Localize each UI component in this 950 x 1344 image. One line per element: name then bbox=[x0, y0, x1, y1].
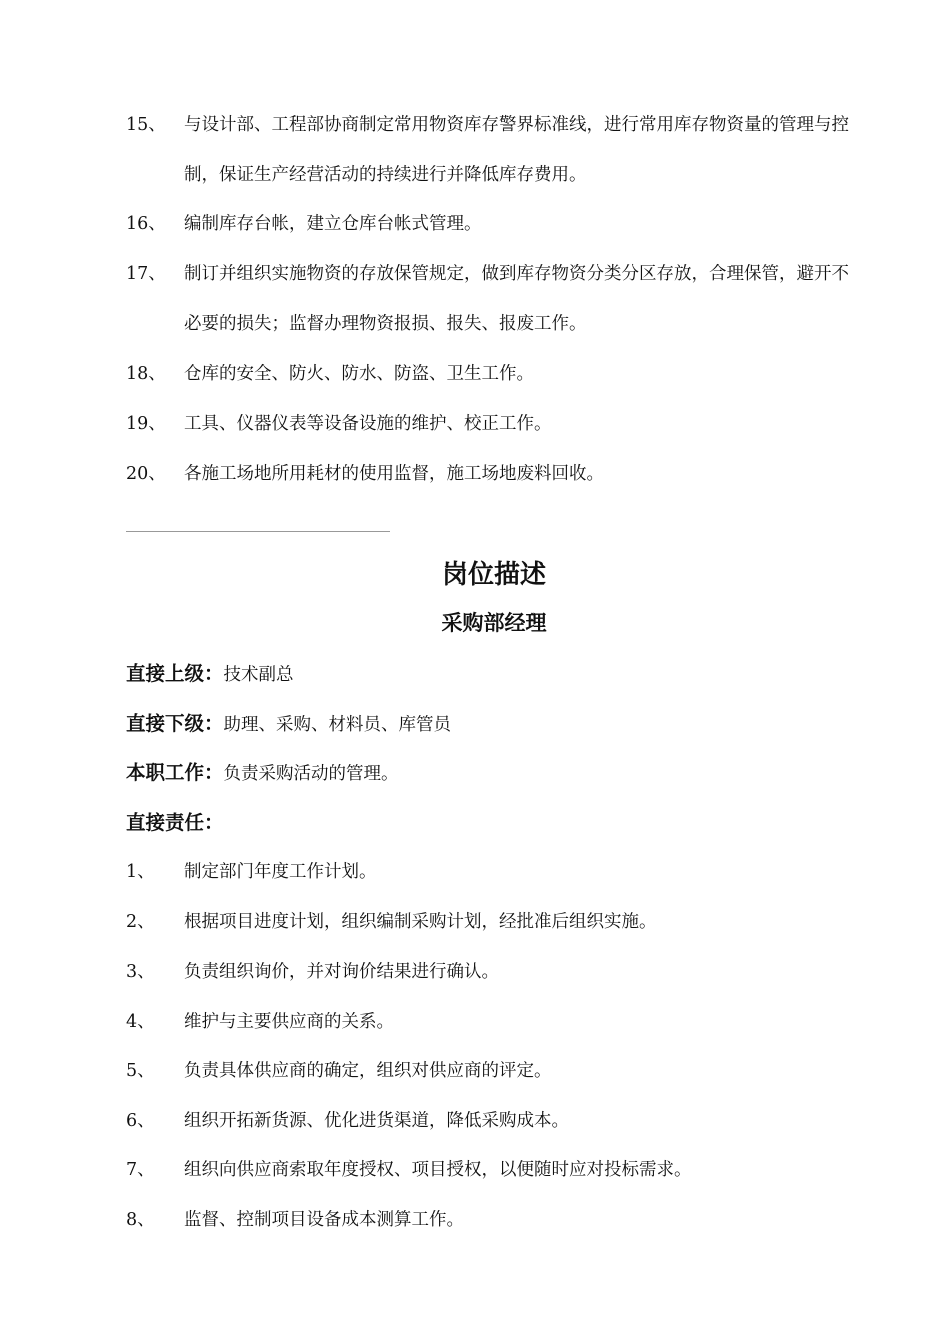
item-number: 6、 bbox=[126, 1111, 155, 1131]
duty-label: 本职工作： bbox=[126, 761, 224, 784]
list-item bbox=[126, 847, 866, 897]
responsibility-label: 直接责任： bbox=[126, 811, 224, 834]
item-text: 维护与主要供应商的关系。 bbox=[184, 1012, 394, 1032]
item-number: 2、 bbox=[126, 912, 155, 932]
list-item bbox=[126, 449, 866, 499]
list-item bbox=[126, 249, 866, 349]
subordinate-value: 助理、采购、材料员、库管员 bbox=[223, 715, 452, 735]
item-text: 组织向供应商索取年度授权、项目授权，以便随时应对投标需求。 bbox=[184, 1160, 692, 1180]
item-text: 根据项目进度计划，组织编制采购计划，经批准后组织实施。 bbox=[184, 912, 657, 932]
list-item bbox=[126, 1195, 866, 1245]
item-number: 7、 bbox=[126, 1160, 155, 1180]
list-item bbox=[126, 997, 866, 1047]
item-number: 20、 bbox=[126, 464, 166, 484]
item-number: 16、 bbox=[126, 214, 166, 234]
list-item bbox=[126, 1046, 866, 1096]
item-text: 负责组织询价，并对询价结果进行确认。 bbox=[184, 962, 499, 982]
list-item bbox=[126, 349, 866, 399]
superior-field bbox=[126, 649, 866, 700]
item-text: 制定部门年度工作计划。 bbox=[184, 862, 377, 882]
item-text: 负责具体供应商的确定，组织对供应商的评定。 bbox=[184, 1061, 552, 1081]
duty-field bbox=[126, 748, 866, 799]
responsibility-field bbox=[126, 798, 866, 849]
item-text: 编制库存台帐，建立仓库台帐式管理。 bbox=[184, 214, 482, 234]
list-item bbox=[126, 199, 866, 249]
item-number: 17、 bbox=[126, 264, 166, 284]
duty-value: 负责采购活动的管理。 bbox=[223, 764, 399, 784]
subordinate-field bbox=[126, 699, 866, 750]
section-divider bbox=[126, 531, 390, 532]
item-number: 5、 bbox=[126, 1061, 155, 1081]
item-number: 19、 bbox=[126, 414, 166, 434]
item-text: 仓库的安全、防火、防水、防盗、卫生工作。 bbox=[184, 364, 534, 384]
list-item bbox=[126, 897, 866, 947]
item-number: 8、 bbox=[126, 1210, 155, 1230]
list-item bbox=[126, 1145, 866, 1195]
list-item bbox=[126, 947, 866, 997]
item-number: 18、 bbox=[126, 364, 166, 384]
item-text: 制订并组织实施物资的存放保管规定，做到库存物资分类分区存放，合理保管，避开不必要的损失；监督办理物资报损、报失、报废工作。 bbox=[184, 264, 849, 334]
list-item bbox=[126, 100, 866, 200]
superior-label: 直接上级： bbox=[126, 662, 224, 685]
subordinate-label: 直接下级： bbox=[126, 712, 224, 735]
item-text: 各施工场地所用耗材的使用监督，施工场地废料回收。 bbox=[184, 464, 604, 484]
item-number: 3、 bbox=[126, 962, 155, 982]
item-text: 监督、控制项目设备成本测算工作。 bbox=[184, 1210, 464, 1230]
item-number: 1、 bbox=[126, 862, 155, 882]
position-title: 采购部经理 bbox=[441, 610, 547, 635]
list-item bbox=[126, 399, 866, 449]
item-number: 4、 bbox=[126, 1012, 155, 1032]
item-text: 与设计部、工程部协商制定常用物资库存警界标准线，进行常用库存物资量的管理与控制，保证生产经营活动的持续进行并降低库存费用。 bbox=[184, 115, 849, 185]
item-text: 组织开拓新货源、优化进货渠道，降低采购成本。 bbox=[184, 1111, 569, 1131]
superior-value: 技术副总 bbox=[223, 665, 294, 685]
page-title: 岗位描述 bbox=[441, 560, 546, 590]
list-item bbox=[126, 1096, 866, 1146]
item-number: 15、 bbox=[126, 115, 166, 135]
item-text: 工具、仪器仪表等设备设施的维护、校正工作。 bbox=[184, 414, 552, 434]
